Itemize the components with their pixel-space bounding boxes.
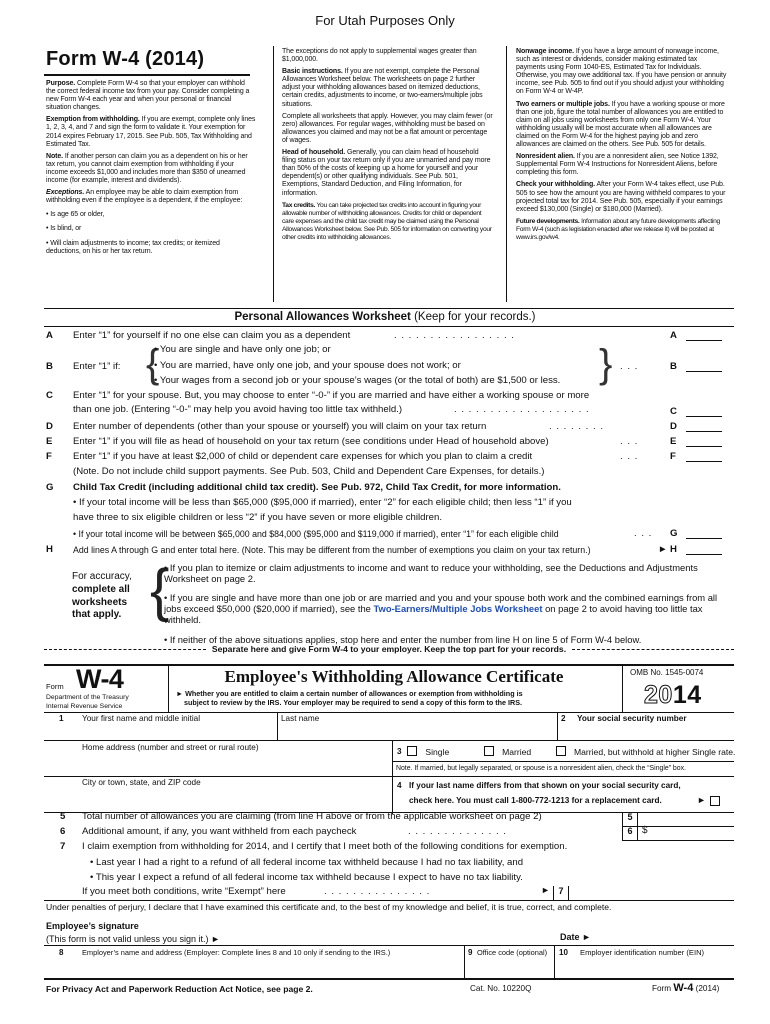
line-c-letter: C	[46, 390, 53, 401]
line1-bottom-rule	[44, 740, 734, 741]
cert-bottom-rule	[44, 978, 734, 980]
instructions-col3	[516, 48, 728, 246]
line-a-label: A	[670, 330, 677, 341]
line7-number: 7	[60, 841, 66, 852]
line-a-letter: A	[46, 330, 53, 341]
line1-number: 1	[59, 714, 64, 723]
exceptions-intro: The exceptions do not apply to supplemental wages greater than $1,000,000.	[282, 48, 477, 64]
line8-number: 8	[59, 948, 64, 957]
line-d-dots: . . . . . . . .	[549, 421, 604, 432]
married-higher-checkbox[interactable]	[556, 746, 566, 756]
bullet-blind: • Is blind, or	[46, 225, 82, 233]
line-a-dots: . . . . . . . . . . . . . . . . .	[394, 330, 515, 341]
line6-number: 6	[60, 826, 66, 837]
line3-mid-rule	[392, 761, 734, 762]
footer-form-name: W-4	[673, 982, 694, 994]
line-f-text: Enter “1” if you have at least $2,000 of child or dependent care expenses for which you plan to claim a credit	[73, 451, 533, 462]
cert-title: Employee's Withholding Allowance Certificate	[224, 667, 564, 686]
purpose-text: Complete Form W-4 so that your employer can withhold the correct federal income tax from your pay. Consider completing a new Form W-4 each year and when your personal or financial situation changes.	[46, 80, 250, 112]
separator-row	[44, 644, 734, 654]
line-a-input[interactable]	[686, 340, 722, 341]
single-checkbox[interactable]	[407, 746, 417, 756]
last-name-label: Last name	[281, 714, 320, 723]
cert-header-bottom-rule	[44, 712, 734, 713]
line-c-input[interactable]	[686, 416, 722, 417]
married-higher-label: Married, but withhold at higher Single rate.	[573, 747, 736, 757]
form-title: Form W-4 (2014)	[46, 48, 205, 70]
accuracy-line3: worksheets	[72, 596, 128, 608]
line7-bullet3: If you meet both conditions, write “Exempt” here	[82, 886, 286, 897]
line6-box-label: 6	[622, 826, 638, 840]
twoearners-text: If you have a working spouse or more than one job, figure the total number of allowances you are entitled to claim on all jobs using worksheets from only one Form W-4. Your withholding usually will be most accurate when all allowances are claimed on the Form W-4 for the highest paying job and zero allowances are claimed on the others. See Pub. 505 for details.	[516, 100, 725, 149]
line-b-brace-left: {	[146, 342, 160, 386]
line6-dollar: $	[642, 825, 648, 836]
hoh-heading: Head of household.	[282, 149, 346, 157]
nra-text: If you are a nonresident alien, see Notice 1392, Supplemental Form W-4 Instructions for Nonresident Aliens, before completing this form.	[516, 153, 719, 177]
complete-text: Complete all worksheets that apply. However, you may claim fewer (or zero) allowances. For regular wages, withholding must be based on allowances you claimed and may not be a flat amount or percentage of wages.	[282, 112, 493, 144]
cert-subtitle-2: subject to review by the IRS. Your employer may be required to send a copy of this form to the IRS.	[184, 698, 523, 708]
note-text: If another person can claim you as a dependent on his or her tax return, you cannot claim exemption from withholding if your income exceeds $1,000 and includes more than $350 of unearned income (for example, interest and dividends).	[46, 152, 248, 185]
line-c-label: C	[670, 406, 677, 417]
line-e-letter: E	[46, 436, 53, 447]
cert-year-outline: 20	[644, 681, 673, 709]
line-c-text2: than one job. (Entering “-0-” may help you avoid having too little tax withheld.)	[73, 404, 403, 415]
line-g-letter: G	[46, 482, 54, 493]
address-divider	[392, 740, 393, 814]
cert-year	[644, 681, 702, 710]
worksheet-title-suffix: (Keep for your records.)	[414, 311, 536, 323]
line-e-label: E	[670, 436, 677, 447]
line1-divider	[277, 712, 278, 740]
signature-note: (This form is not valid unless you sign it.) ►	[46, 934, 220, 944]
line7-bullet2: • This year I expect a refund of all federal income tax withheld because I expect to have no tax liability.	[90, 872, 523, 883]
line5-number: 5	[60, 811, 66, 822]
line-b-opt-married: • You are married, have only one job, and your spouse does not work; or	[154, 360, 461, 371]
line-a-text: Enter “1” for yourself if no one else can claim you as a dependent	[73, 330, 351, 341]
accuracy-line4: that apply.	[72, 609, 122, 621]
col-divider-2	[506, 46, 507, 302]
accuracy-bullet1: • If you plan to itemize or claim adjustments to income and want to reduce your withholding, see the Deductions and Adjustments Worksheet on page 2.	[164, 562, 698, 585]
accuracy-line1: For accuracy,	[72, 571, 132, 582]
line-e-input[interactable]	[686, 446, 722, 447]
check-heading: Check your withholding.	[516, 181, 595, 189]
separator-text: Separate here and give Form W-4 to your employer. Keep the top part for your records.	[211, 644, 567, 654]
cert-subtitle-1: ► Whether you are entitled to claim a certain number of allowances or exemption from withholding is	[176, 689, 523, 698]
accuracy-bullets	[164, 562, 729, 646]
line-d-input[interactable]	[686, 431, 722, 432]
check-text: After your Form W-4 takes effect, use Pub. 505 to see how the amount you are having withheld compares to your projected total tax for 2014. See Pub. 505, especially if your earnings exceed $130,000 (Single) or $180,000 (Married).	[516, 181, 726, 213]
cert-header-divider-right	[622, 665, 623, 712]
bullet-age: • Is age 65 or older,	[46, 211, 105, 219]
taxcredit-heading: Tax credits.	[282, 201, 316, 209]
purpose-heading: Purpose.	[46, 80, 76, 87]
line-d-text: Enter number of dependents (other than your spouse or yourself) you will claim on your tax return	[73, 421, 487, 432]
basic-heading: Basic instructions.	[282, 68, 343, 76]
line5-input[interactable]	[638, 812, 734, 826]
filing-status-row	[407, 746, 735, 757]
line10-divider	[554, 945, 555, 978]
single-label: Single	[425, 747, 450, 757]
nonwage-heading: Nonwage income.	[516, 48, 575, 55]
line-g-bullet1b: have three to six eligible children or less “2” if you have seven or more eligible children.	[73, 512, 443, 523]
line-g-label: G	[670, 528, 678, 539]
ssn-field[interactable]	[560, 726, 732, 740]
line-b-brace-right: }	[599, 342, 613, 386]
date-label: Date ►	[560, 932, 591, 942]
line6-rule	[622, 840, 734, 841]
line-c-text1: Enter “1” for your spouse. But, you may choose to enter “-0-” if you are married and have either a working spouse or more	[73, 390, 590, 401]
signature-field[interactable]	[250, 925, 550, 945]
accuracy-bullet3: • If neither of the above situations applies, stop here and enter the number from line H on line 5 of Form W-4 below.	[164, 634, 642, 646]
line7-bottom-rule	[44, 900, 734, 901]
signature-bottom-rule	[44, 945, 734, 946]
worksheet-line-g	[34, 482, 734, 544]
worksheet-title-row	[0, 311, 770, 323]
cert-dept	[46, 694, 129, 711]
line4-text2: check here. You must call 1-800-772-1213 for a replacement card.	[409, 796, 662, 805]
accuracy-line2: complete all	[72, 583, 130, 595]
line3-number: 3	[397, 747, 402, 756]
line6-text: Additional amount, if any, you want withheld from each paycheck	[82, 826, 357, 837]
married-label: Married	[502, 747, 532, 757]
line-b-label: B	[670, 361, 677, 372]
date-field[interactable]	[598, 928, 732, 944]
dept-irs: Internal Revenue Service	[46, 702, 123, 710]
line4-number: 4	[397, 781, 402, 790]
future-heading: Future developments.	[516, 217, 580, 225]
accuracy-brace: {	[150, 558, 170, 623]
exceptions-text: An employee may be able to claim exemption from withholding even if the employee is a dependent, if the employee:	[46, 189, 243, 205]
hoh-text: Generally, you can claim head of household filing status on your tax return only if you are unmarried and pay more than 50% of the costs of keeping up a home for yourself and your dependent(s) or other qualifying individuals. See Pub. 501, Exemptions, Standard Deduction, and Filing Information, for information.	[282, 149, 491, 197]
exceptions-heading: Exceptions.	[46, 189, 85, 197]
omb-number: OMB No. 1545-0074	[630, 668, 704, 677]
line7-arrow: ►	[541, 885, 550, 895]
line7-dots: . . . . . . . . . . . . . . .	[324, 886, 431, 897]
instructions-col1	[46, 80, 256, 260]
line-f-input[interactable]	[686, 461, 722, 462]
line6-dots: . . . . . . . . . . . . . .	[408, 826, 507, 837]
twoearners-heading: Two earners or multiple jobs.	[516, 100, 610, 108]
employer-name-field[interactable]	[80, 960, 464, 978]
name-differs-checkbox[interactable]	[710, 796, 720, 806]
line-d-letter: D	[46, 421, 53, 432]
line10-number: 10	[559, 948, 568, 957]
exemption-text: If you are exempt, complete only lines 1, 2, 3, 4, and 7 and sign the form to validate it. Your exemption for 2014 expires February 17, 2015. See Pub. 505, Tax Withholding and Estimated Tax.	[46, 116, 256, 148]
line-h-label: H	[670, 544, 677, 555]
line-b-text: Enter “1” if:	[73, 361, 121, 372]
perjury-statement: Under penalties of perjury, I declare that I have examined this certificate and, to the best of my knowledge and belief, it is true, correct, and complete.	[46, 902, 612, 912]
line-b-dots: . . .	[620, 361, 639, 372]
worksheet-title-rule	[44, 326, 734, 327]
basic-text: If you are not exempt, complete the Personal Allowances Worksheet below. The worksheets on page 2 further adjust your withholding allowances based on itemized deductions, certain credits, adjustments to income, or two-earners/multiple jobs situations.	[282, 68, 483, 108]
office-code-field[interactable]	[468, 960, 554, 978]
line-h-letter: H	[46, 544, 53, 555]
line-b-letter: B	[46, 361, 53, 372]
col-divider-1	[273, 46, 274, 302]
line3-bottom-rule	[44, 776, 734, 777]
line2-number: 2	[561, 714, 566, 723]
line4-arrow: ►	[697, 795, 706, 805]
cert-top-rule	[44, 664, 734, 666]
note-heading: Note.	[46, 152, 64, 160]
footer-form-word: Form	[652, 984, 672, 993]
accuracy-label	[72, 571, 132, 622]
line-h-text: Add lines A through G and enter total here. (Note. This may be different from the number of exemptions you claim on your tax return.)	[73, 545, 591, 555]
city-field[interactable]	[80, 790, 392, 812]
line-g-bullet1: • If your total income will be less than $65,000 ($95,000 if married), enter “2” for each eligible child; then less “1” if you	[73, 497, 572, 508]
line-d-label: D	[670, 421, 677, 432]
privacy-notice: For Privacy Act and Paperwork Reduction Act Notice, see page 2.	[46, 984, 313, 994]
line4-text1: If your last name differs from that shown on your social security card,	[409, 781, 681, 790]
line-g-input[interactable]	[686, 538, 722, 539]
utah-banner: For Utah Purposes Only	[315, 13, 455, 28]
line-g-bullet2: • If your total income will be between $65,000 and $84,000 ($95,000 and $119,000 if married), enter “1” for each eligible child	[73, 529, 559, 539]
line5-text: Total number of allowances you are claiming (from line H above or from the applicable worksheet on page 2)	[82, 811, 542, 822]
line5-box-label: 5	[622, 812, 638, 826]
ssn-label: Your social security number	[577, 714, 687, 723]
line2-divider	[557, 712, 558, 740]
exempt-input[interactable]	[569, 886, 734, 900]
footer-form-id	[652, 982, 719, 994]
footer-year: (2014)	[695, 984, 720, 993]
line7-box-label: 7	[553, 886, 569, 900]
line-g-heading: Child Tax Credit (including additional child tax credit). See Pub. 972, Child Tax Credit, for more information.	[73, 482, 561, 493]
catalog-number: Cat. No. 10220Q	[470, 984, 532, 993]
line-f-dots: . . .	[620, 451, 639, 462]
line9-number: 9	[468, 948, 473, 957]
line3-note-text: Note. If married, but legally separated, or spouse is a nonresident alien, check the “Single” box.	[396, 765, 686, 772]
cert-subtitle	[176, 689, 616, 707]
line8-label: Employer’s name and address (Employer: Complete lines 8 and 10 only if sending to the IRS.)	[82, 948, 391, 957]
dept-treasury: Department of the Treasury	[46, 694, 129, 701]
line-e-dots: . . .	[620, 436, 639, 447]
line-e-text: Enter “1” if you will file as head of household on your tax return (see conditions under Head of household above)	[73, 436, 549, 447]
line9-label: Office code (optional)	[477, 948, 548, 957]
nonwage-text: If you have a large amount of nonwage income, such as interest or dividends, consider making estimated tax payments using Form 1040-ES, Estimated Tax for Individuals. Otherwise, you may owe additional tax. If you have pension or annuity income, see Pub. 505 to find out if you should adjust your withholding on Form W-4 or W-4P.	[516, 48, 727, 96]
address-field[interactable]	[80, 754, 392, 772]
taxcredit-text: You can take projected tax credits into account in figuring your allowable number of withholding allowances. Credits for child or dependent care expenses and the child tax credit may be claimed using the Personal Allowances Worksheet below. See Pub. 505 for information on converting your other credits into withholding allowances.	[282, 201, 492, 241]
last-name-field[interactable]	[280, 726, 556, 740]
line7-bullet1: • Last year I had a right to a refund of all federal income tax withheld because I had no tax liability, and	[90, 857, 524, 868]
line3-note	[396, 765, 686, 772]
line7-text: I claim exemption from withholding for 2014, and I certify that I meet both of the following conditions for exemption.	[82, 841, 568, 852]
cert-form-word: Form	[46, 682, 64, 691]
line-b-opt-wages: • Your wages from a second job or your spouse’s wages (or the total of both) are $1,500 or less.	[154, 375, 561, 386]
instructions-col2	[282, 48, 494, 246]
line-f-letter: F	[46, 451, 52, 462]
line6-input[interactable]	[652, 826, 734, 840]
bullet-adjust: • Will claim adjustments to income; tax credits; or itemized deductions, on his or her tax return.	[46, 239, 220, 255]
line1-label: Your first name and middle initial	[82, 714, 201, 723]
line-g-dots: . . .	[634, 528, 653, 539]
line-f-note-text: (Note. Do not include child support payments. See Pub. 503, Child and Dependent Care Expenses, for details.)	[73, 466, 545, 477]
line-b-opt-single: • You are single and have only one job; or	[154, 344, 331, 355]
line-b-input[interactable]	[686, 371, 722, 372]
exemption-heading: Exemption from withholding.	[46, 116, 140, 124]
city-label: City or town, state, and ZIP code	[82, 778, 201, 787]
accuracy-bullet2a: • If you are single and have more than one job or are married and you and your spouse both work and the combined earnings from all jobs exceed $50,000 ($20,000 if married), see the	[164, 591, 718, 614]
accuracy-bullet2b: on page 2 to avoid having too little tax withheld.	[164, 602, 703, 626]
address-label: Home address (number and street or rural route)	[82, 743, 259, 752]
future-text: Information about any future developments affecting Form W-4 (such as legislation enacted after we release it) will be posted at www.irs.gov/w4.	[516, 217, 720, 241]
worksheet-line-b	[34, 344, 734, 388]
married-checkbox[interactable]	[484, 746, 494, 756]
cert-year-bold: 14	[672, 681, 702, 709]
line-h-arrow: ►	[658, 544, 668, 555]
line-c-dots: . . . . . . . . . . . . . . . . . . .	[454, 404, 590, 415]
line10-label: Employer identification number (EIN)	[580, 948, 705, 957]
line-f-label: F	[670, 451, 676, 462]
worksheet-line-c	[34, 390, 734, 418]
cert-form-name: W-4	[76, 664, 124, 694]
two-earners-link[interactable]: Two-Earners/Multiple Jobs Worksheet	[373, 602, 543, 614]
line9-divider	[464, 945, 465, 978]
ein-field[interactable]	[558, 960, 732, 978]
nra-heading: Nonresident alien.	[516, 153, 575, 161]
line-h-input[interactable]	[686, 554, 722, 555]
signature-label: Employee’s signature	[46, 921, 139, 931]
title-rule	[44, 74, 250, 76]
worksheet-top-rule	[44, 308, 734, 309]
first-name-field[interactable]	[80, 726, 278, 744]
worksheet-title: Personal Allowances Worksheet	[234, 311, 411, 323]
